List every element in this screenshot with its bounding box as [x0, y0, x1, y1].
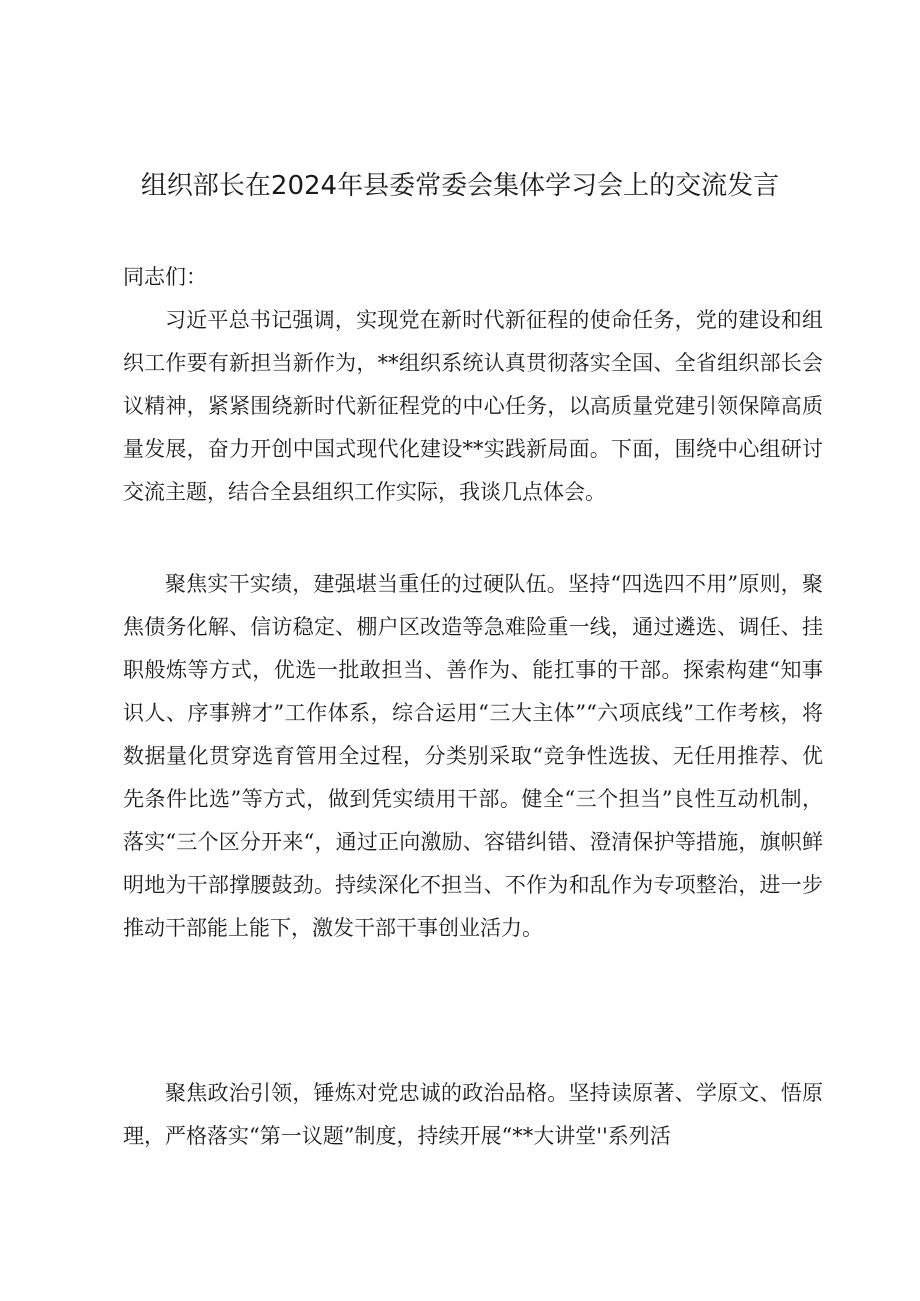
greeting: 同志们： [123, 265, 207, 289]
paragraph-cadre-team: 聚焦实干实绩，建强堪当重任的过硬队伍。坚持“四选四不用”原则，聚焦债务化解、信访稳定、棚户区改造等急难险重一线，通过遴选、调任、挂职般炼等方式，优选一批敢担当、善作为、能扛事的干部。探索构建“知事识人、序事辨才”工作体系，综合运用“三大主体”“六项底线”工作考核，将数据量化贯穿选育管用全过程，分类别采取“竞争性选拔、无任用推荐、优先条件比选”等方式，做到凭实绩用干部。健全“三个担当”良性互动机制，落实“三个区分开来“，通过正向激励、容错纠错、澄清保护等措施，旗帜鲜明地为干部撑腰鼓劲。持续深化不担当、不作为和乱作为专项整治，进一步推动干部能上能下，激发干部干事创业活力。 [123, 572, 823, 940]
paragraph-intro: 习近平总书记强调，实现党在新时代新征程的使命任务，党的建设和组织工作要有新担当新作为，**组织系统认真贯彻落实全国、全省组织部长会议精神，紧紧围绕新时代新征程党的中心任务，以高质量党建引领保障高质量发展，奋力开创中国式现代化建设**实践新局面。下面，围绕中心组研讨交流主题，结合全县组织工作实际，我谈几点体会。 [123, 308, 823, 504]
document-title: 组织部长在2024年县委常委会集体学习会上的交流发言 [140, 171, 780, 201]
paragraph-political-guidance: 聚焦政治引领，锤炼对党忠诚的政治品格。坚持读原著、学原文、悟原理，严格落实“第一议题”制度，持续开展“**大讲堂''系列活 [123, 1081, 823, 1148]
